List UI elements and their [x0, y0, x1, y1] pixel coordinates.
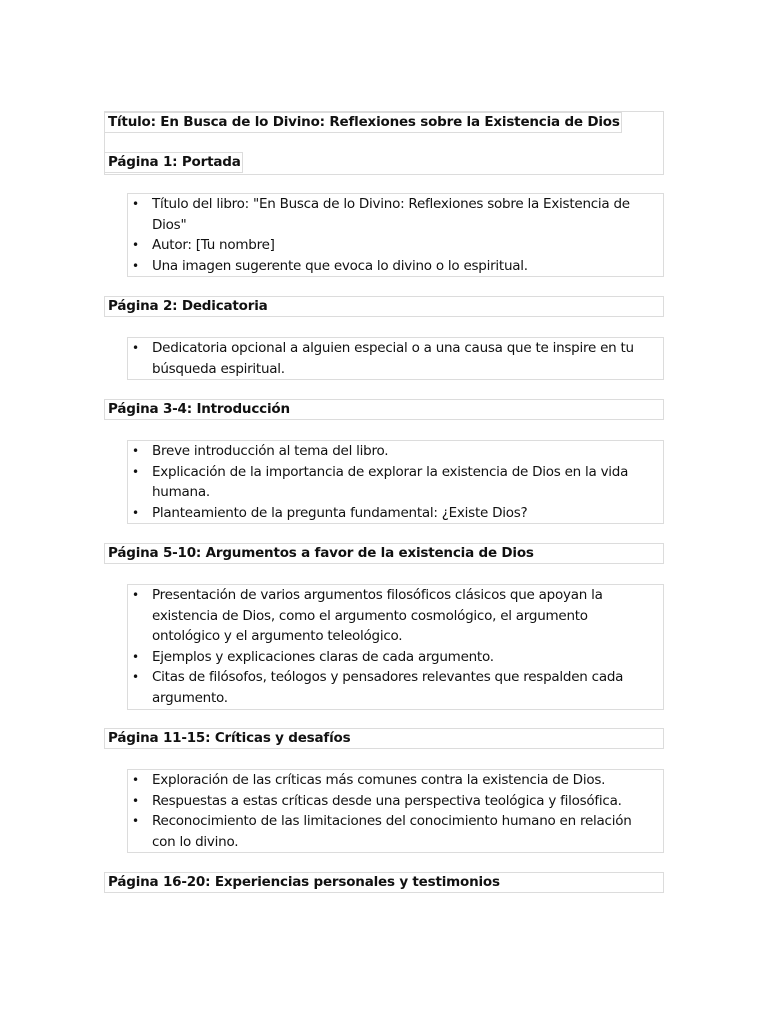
list-item: • Reconocimiento de las limitaciones del conocimiento humano en relación con lo divino.: [152, 811, 663, 852]
list-item: • Ejemplos y explicaciones claras de cada argumento.: [152, 647, 663, 668]
list-item: • Autor: [Tu nombre]: [152, 235, 663, 256]
list-item: • Planteamiento de la pregunta fundamental: ¿Existe Dios?: [152, 503, 663, 524]
list-item: • Título del libro: "En Busca de lo Divino: Reflexiones sobre la Existencia de Dios": [152, 194, 663, 235]
list-item: • Respuestas a estas críticas desde una perspectiva teológica y filosófica.: [152, 791, 663, 812]
section-heading-portada: Página 1: Portada: [104, 152, 243, 173]
list-item: • Citas de filósofos, teólogos y pensadores relevantes que respalden cada argumento.: [152, 667, 663, 708]
section-heading-introduccion: Página 3-4: Introducción: [104, 399, 664, 420]
bullet-list-dedicatoria: [127, 337, 664, 380]
list-item: • Una imagen sugerente que evoca lo divino o lo espiritual.: [152, 256, 663, 277]
bullet-list-argumentos: [127, 584, 664, 710]
section-heading-argumentos: Página 5-10: Argumentos a favor de la existencia de Dios: [104, 543, 664, 564]
list-item: • Presentación de varios argumentos filosóficos clásicos que apoyan la existencia de Dios, como el argumento cosmológico, el argumento ontológico y el argumento teleológico.: [152, 585, 663, 647]
bullet-list-introduccion: [127, 440, 664, 524]
bullet-list-criticas: [127, 769, 664, 853]
section-heading-criticas: Página 11-15: Críticas y desafíos: [104, 728, 664, 749]
list-item: • Explicación de la importancia de explorar la existencia de Dios en la vida humana.: [152, 462, 663, 503]
section-heading-experiencias: Página 16-20: Experiencias personales y testimonios: [104, 872, 664, 893]
section-heading-dedicatoria: Página 2: Dedicatoria: [104, 296, 664, 317]
bullet-list-portada: [127, 193, 664, 277]
list-item: • Breve introducción al tema del libro.: [152, 441, 663, 462]
list-item: • Exploración de las críticas más comunes contra la existencia de Dios.: [152, 770, 663, 791]
document-title: Título: En Busca de lo Divino: Reflexiones sobre la Existencia de Dios: [104, 112, 622, 133]
list-item: • Dedicatoria opcional a alguien especial o a una causa que te inspire en tu búsqueda espiritual.: [152, 338, 663, 379]
